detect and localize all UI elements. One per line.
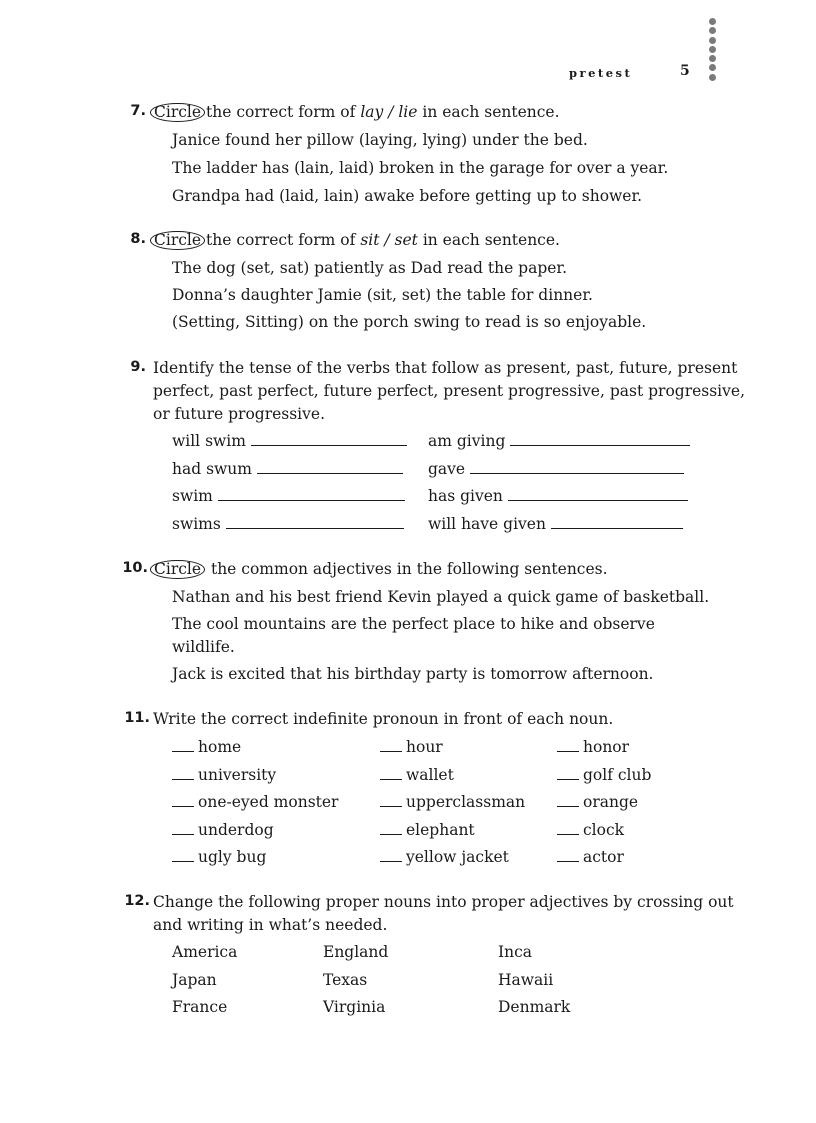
margin-dots-decoration — [709, 18, 719, 83]
sentence-item: Grandpa had (laid, lain) awake before getting up to shower. — [172, 187, 643, 205]
answer-blank[interactable] — [557, 820, 579, 835]
noun-item: one-eyed monster — [172, 792, 338, 812]
answer-blank[interactable] — [557, 765, 579, 780]
noun-item: actor — [557, 847, 624, 867]
sentence-item: wildlife. — [172, 638, 235, 656]
page-number: 5 — [680, 63, 690, 79]
question-prompt-line: or future progressive. — [153, 405, 325, 423]
answer-blank[interactable] — [172, 737, 194, 752]
proper-noun-item: Virginia — [323, 998, 386, 1016]
proper-noun-item: Japan — [172, 971, 217, 989]
answer-blank[interactable] — [226, 514, 404, 529]
proper-noun-item: Texas — [323, 971, 368, 989]
sentence-item: Jack is excited that his birthday party is tomorrow afternoon. — [172, 665, 654, 683]
answer-blank[interactable] — [380, 847, 402, 862]
noun-item: clock — [557, 820, 624, 840]
noun-item: home — [172, 737, 241, 757]
verb-item: swim — [172, 486, 405, 506]
verb-item: swims — [172, 514, 404, 534]
proper-noun-item: Inca — [498, 943, 533, 961]
dot-icon — [709, 37, 716, 44]
verb-item: gave — [428, 459, 684, 479]
answer-blank[interactable] — [380, 765, 402, 780]
question-prompt: Circle the correct form of sit / set in each sentence. — [150, 230, 560, 250]
verb-item: am giving — [428, 431, 690, 451]
noun-item: yellow jacket — [380, 847, 509, 867]
answer-blank[interactable] — [551, 514, 683, 529]
proper-noun-item: Hawaii — [498, 971, 554, 989]
question-prompt: Circle the common adjectives in the following sentences. — [150, 559, 608, 579]
circled-word: Circle — [150, 560, 205, 579]
answer-blank[interactable] — [380, 737, 402, 752]
dot-icon — [709, 46, 716, 53]
sentence-item: Nathan and his best friend Kevin played a quick game of basketball. — [172, 588, 710, 606]
noun-item: university — [172, 765, 276, 785]
answer-blank[interactable] — [257, 459, 403, 474]
dot-icon — [709, 64, 716, 71]
question-number: 11. — [124, 710, 150, 726]
circled-word: Circle — [150, 231, 205, 250]
dot-icon — [709, 27, 716, 34]
answer-blank[interactable] — [557, 792, 579, 807]
dot-icon — [709, 55, 716, 62]
question-number: 9. — [130, 359, 146, 375]
question-prompt: Write the correct indefinite pronoun in front of each noun. — [153, 710, 614, 728]
verb-item: had swum — [172, 459, 403, 479]
answer-blank[interactable] — [380, 792, 402, 807]
answer-blank[interactable] — [557, 737, 579, 752]
sentence-item: Janice found her pillow (laying, lying) under the bed. — [172, 131, 588, 149]
question-number: 7. — [130, 103, 146, 119]
proper-noun-item: England — [323, 943, 389, 961]
verb-item: has given — [428, 486, 688, 506]
noun-item: wallet — [380, 765, 454, 785]
question-prompt-line: Change the following proper nouns into proper adjectives by crossing out — [153, 893, 734, 911]
question-number: 10. — [122, 560, 148, 576]
noun-item: elephant — [380, 820, 475, 840]
verb-item: will swim — [172, 431, 407, 451]
question-prompt: Circle the correct form of lay / lie in each sentence. — [150, 102, 560, 122]
noun-item: upperclassman — [380, 792, 525, 812]
noun-item: orange — [557, 792, 638, 812]
answer-blank[interactable] — [251, 431, 407, 446]
dot-icon — [709, 18, 716, 25]
noun-item: underdog — [172, 820, 274, 840]
answer-blank[interactable] — [508, 486, 688, 501]
dot-icon — [709, 74, 716, 81]
answer-blank[interactable] — [172, 792, 194, 807]
answer-blank[interactable] — [172, 765, 194, 780]
question-prompt-line: perfect, past perfect, future perfect, present progressive, past progressive, — [153, 382, 745, 400]
proper-noun-item: America — [172, 943, 238, 961]
noun-item: hour — [380, 737, 443, 757]
noun-item: honor — [557, 737, 629, 757]
sentence-item: Donna’s daughter Jamie (sit, set) the table for dinner. — [172, 286, 593, 304]
sentence-item: (Setting, Sitting) on the porch swing to read is so enjoyable. — [172, 313, 647, 331]
question-prompt-line: and writing in what’s needed. — [153, 916, 388, 934]
noun-item: ugly bug — [172, 847, 266, 867]
noun-item: golf club — [557, 765, 651, 785]
sentence-item: The ladder has (lain, laid) broken in the garage for over a year. — [172, 159, 669, 177]
answer-blank[interactable] — [470, 459, 684, 474]
question-number: 8. — [130, 231, 146, 247]
proper-noun-item: France — [172, 998, 228, 1016]
question-number: 12. — [124, 893, 150, 909]
running-head: pretest — [569, 66, 633, 80]
answer-blank[interactable] — [172, 847, 194, 862]
sentence-item: The cool mountains are the perfect place to hike and observe — [172, 615, 655, 633]
proper-noun-item: Denmark — [498, 998, 571, 1016]
answer-blank[interactable] — [172, 820, 194, 835]
answer-blank[interactable] — [218, 486, 405, 501]
verb-item: will have given — [428, 514, 683, 534]
answer-blank[interactable] — [510, 431, 690, 446]
sentence-item: The dog (set, sat) patiently as Dad read the paper. — [172, 259, 568, 277]
circled-word: Circle — [150, 103, 205, 122]
question-prompt-line: Identify the tense of the verbs that follow as present, past, future, present — [153, 359, 738, 377]
answer-blank[interactable] — [557, 847, 579, 862]
answer-blank[interactable] — [380, 820, 402, 835]
